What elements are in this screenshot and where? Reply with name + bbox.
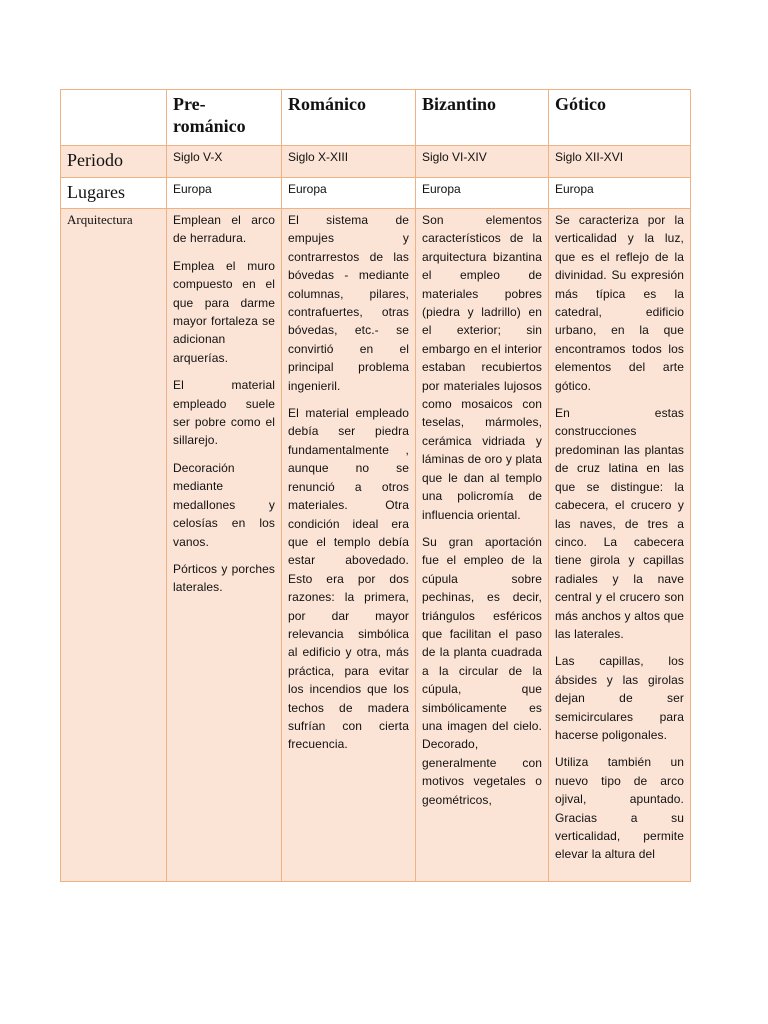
romanico-paragraph: El material empleado debía ser piedra fundamentalmente , aunque no se renunció a otros materiales. Otra condición ideal era que el templo debía estar abovedado. Esto era por dos razones: la primera, por dar mayor relevancia simbólica al edificio y otra, más práctica, para evitar los incendios que los techos de madera sufrían con cierta frecuencia. bbox=[288, 406, 409, 752]
arquitectura-label: Arquitectura bbox=[61, 209, 167, 882]
arquitectura-row bbox=[61, 209, 691, 882]
periodo-row bbox=[61, 146, 691, 178]
lugares-label: Lugares bbox=[61, 178, 167, 209]
prerromanico-paragraph: Emplea el muro compuesto en el que para darme mayor fortaleza se adicionan arquerías. bbox=[173, 258, 275, 365]
header-prerromanico: Pre-románico bbox=[167, 90, 282, 146]
gotico-paragraph: Utiliza también un nuevo tipo de arco ojival, apuntado. Gracias a su verticalidad, permite elevar la altura del bbox=[555, 755, 684, 862]
gotico-paragraph: Se caracteriza por la verticalidad y la luz, que es el reflejo de la divinidad. Su expresión más típica es la catedral, edificio urbano, en la que encontramos todos los elementos del arte gótico. bbox=[555, 213, 684, 393]
periodo-romanico: Siglo X-XIII bbox=[282, 146, 416, 178]
prerromanico-paragraph: Emplean el arco de herradura. bbox=[173, 213, 275, 246]
lugares-row bbox=[61, 178, 691, 209]
periodo-prerromanico: Siglo V-X bbox=[167, 146, 282, 178]
lugares-gotico: Europa bbox=[549, 178, 691, 209]
periodo-label: Periodo bbox=[61, 146, 167, 178]
lugares-romanico: Europa bbox=[282, 178, 416, 209]
comparison-table bbox=[60, 89, 691, 882]
periodo-gotico: Siglo XII-XVI bbox=[549, 146, 691, 178]
gotico-paragraph: Las capillas, los ábsides y las girolas dejan de ser semicirculares para hacerse poligonales. bbox=[555, 654, 684, 742]
arquitectura-romanico bbox=[282, 209, 416, 882]
header-row bbox=[61, 90, 691, 146]
bizantino-paragraph: Son elementos característicos de la arquitectura bizantina el empleo de materiales pobres (piedra y ladrillo) en el exterior; sin embargo en el interior estaban recubiertos por materiales lujosos como mosaicos con teselas, mármoles, cerámica vidriada y láminas de oro y plata que le dan al templo una policromía de influencia oriental. bbox=[422, 213, 542, 522]
header-bizantino: Bizantino bbox=[416, 90, 549, 146]
bizantino-paragraph: Su gran aportación fue el empleo de la cúpula sobre pechinas, es decir, triángulos esféricos que facilitan el paso de la planta cuadrada a la circular de la cúpula, que simbólicamente es una imagen del cielo. Decorado, generalmente con motivos vegetales o geométricos, bbox=[422, 534, 542, 807]
header-romanico: Románico bbox=[282, 90, 416, 146]
arquitectura-prerromanico bbox=[167, 209, 282, 882]
header-gotico: Gótico bbox=[549, 90, 691, 146]
prerromanico-paragraph: El material empleado suele ser pobre como el sillarejo. bbox=[173, 378, 275, 448]
lugares-bizantino: Europa bbox=[416, 178, 549, 209]
arquitectura-bizantino bbox=[416, 209, 549, 882]
header-empty-cell bbox=[61, 90, 167, 146]
lugares-prerromanico: Europa bbox=[167, 178, 282, 209]
prerromanico-paragraph: Pórticos y porches laterales. bbox=[173, 561, 275, 595]
gotico-paragraph: En estas construcciones predominan las plantas de cruz latina en las que se distingue: la cabecera, el crucero y las naves, de tres a cinco. La cabecera tiene girola y capillas radiales y la nave central y el crucero son más anchos y altos que las laterales. bbox=[555, 406, 684, 641]
romanico-paragraph: El sistema de empujes y contrarrestos de las bóvedas - mediante columnas, pilares, contrafuertes, otras bóvedas, etc.- se convirtió en el principal problema ingenieril. bbox=[288, 213, 409, 393]
periodo-bizantino: Siglo VI-XIV bbox=[416, 146, 549, 178]
prerromanico-paragraph: Decoración mediante medallones y celosías en los vanos. bbox=[173, 460, 275, 549]
arquitectura-gotico bbox=[549, 209, 691, 882]
